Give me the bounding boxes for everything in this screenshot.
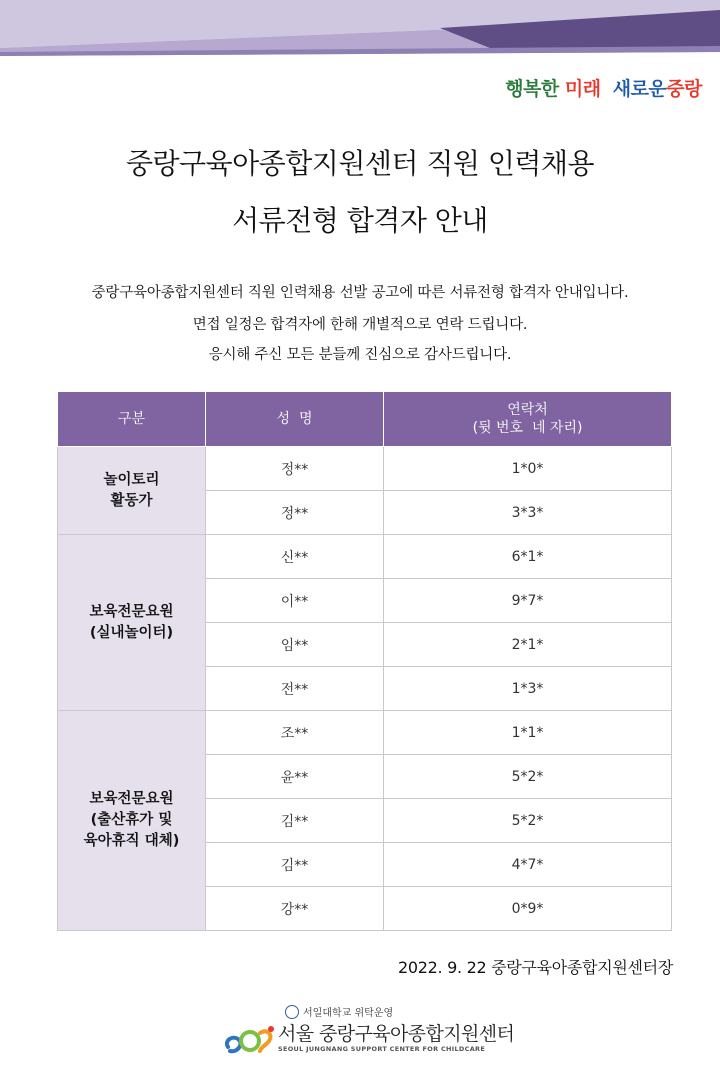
footer-operator [285,1004,393,1019]
contact-cell: 6*1* [384,535,672,579]
results-table [57,391,672,931]
center-emblem-icon [222,1021,276,1055]
contact-cell: 4*7* [384,843,672,887]
contact-cell: 2*1* [384,623,672,667]
operator-text: 서일대학교 위탁운영 [303,1008,394,1019]
name-cell: 김** [206,843,384,887]
page-title-line-1: 중랑구육아종합지원센터 직원 인력채용 [125,147,595,180]
slogan-text-3: 새로운 [612,78,667,100]
header-name: 성 명 [206,392,384,447]
category-label: 육아휴직 대체) [83,833,180,849]
intro-text-3: 응시해 주신 모든 분들께 진심으로 감사드립니다. [208,347,512,363]
slogan-logo [505,74,702,101]
name-cell: 조** [206,711,384,755]
contact-cell: 5*2* [384,799,672,843]
category-label: (출산휴가 및 [90,812,173,828]
name-cell: 신** [206,535,384,579]
name-cell: 이** [206,579,384,623]
slogan-text-4: 중랑 [666,78,702,100]
header-contact-line-1: 연락처 [507,402,548,418]
name-cell: 김** [206,799,384,843]
slogan-text-1: 행복한 [505,78,559,100]
header-contact [384,392,672,447]
name-cell: 전** [206,667,384,711]
contact-cell: 9*7* [384,579,672,623]
category-label: 놀이토리 [103,471,160,488]
table-row [58,711,672,755]
center-name-english: SEOUL JUNGNANG SUPPORT CENTER FOR CHILDCARE [278,1045,486,1053]
contact-cell: 0*9* [384,887,672,931]
name-cell: 정** [206,491,384,535]
header-category: 구분 [58,392,206,447]
intro-text-2: 면접 일정은 합격자에 한해 개별적으로 연락 드립니다. [192,317,528,333]
page-title-line-2: 서류전형 합격자 안내 [232,204,488,237]
signoff-date-sender: 2022. 9. 22 중랑구육아종합지원센터장 [398,958,673,977]
intro-text-1: 중랑구육아종합지원센터 직원 인력채용 선발 공고에 따른 서류전형 합격자 안내입니다. [91,285,629,301]
university-seal-icon [285,1005,299,1019]
name-cell: 윤** [206,755,384,799]
category-cell [58,447,206,535]
category-label: (실내놀이터) [89,624,174,641]
header-band [0,0,720,56]
header-contact-line-2: (뒷 번호 네 자리) [472,420,583,436]
contact-cell: 3*3* [384,491,672,535]
center-name: 서울 중랑구육아종합지원센터 [278,1023,515,1045]
name-cell: 임** [206,623,384,667]
category-label: 보육전문요원 [89,603,174,620]
name-cell: 강** [206,887,384,931]
name-cell: 정** [206,447,384,491]
category-label: 활동가 [110,492,153,509]
category-label: 보육전문요원 [89,791,174,807]
table-header-row [58,392,672,447]
category-cell [58,535,206,711]
contact-cell: 1*3* [384,667,672,711]
category-cell [58,711,206,931]
contact-cell: 1*1* [384,711,672,755]
slogan-text-2: 미래 [564,78,601,100]
table-row [58,447,672,491]
table-row [58,535,672,579]
center-logo [222,1021,514,1055]
contact-cell: 1*0* [384,447,672,491]
contact-cell: 5*2* [384,755,672,799]
